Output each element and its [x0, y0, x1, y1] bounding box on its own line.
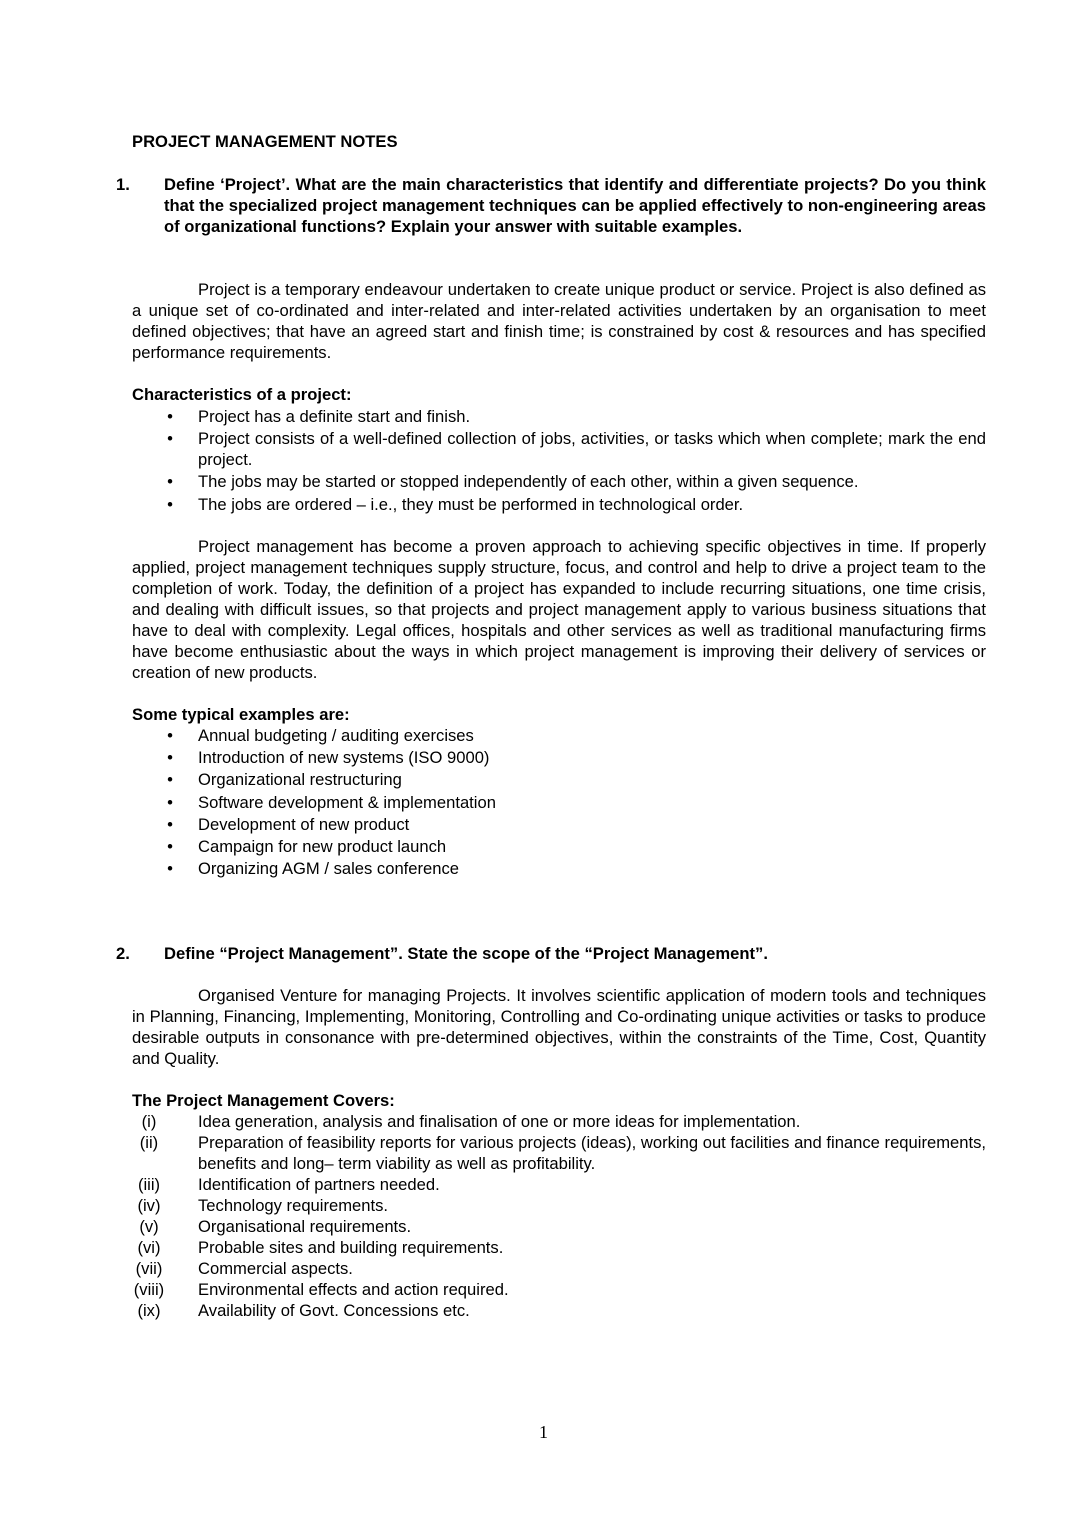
document-title: PROJECT MANAGEMENT NOTES — [132, 132, 398, 151]
bullet-icon: • — [167, 814, 173, 834]
list-item: • Introduction of new systems (ISO 9000) — [132, 747, 986, 768]
list-item: • The jobs are ordered – i.e., they must be performed in technological order. — [132, 494, 986, 515]
bullet-icon: • — [167, 748, 173, 768]
list-item: • Software development & implementation — [132, 792, 986, 813]
list-item: (v) Organisational requirements. — [132, 1216, 986, 1237]
bullet-icon: • — [167, 726, 173, 745]
list-number: (ii) — [139, 1133, 159, 1152]
list-item: • Organizational restructuring — [132, 769, 986, 790]
question-2 — [116, 943, 986, 964]
bullet-icon: • — [167, 494, 173, 514]
characteristics-list — [132, 406, 986, 516]
characteristics-heading: Characteristics of a project: — [132, 385, 352, 404]
list-item: • Annual budgeting / auditing exercises — [132, 725, 986, 746]
examples-list — [132, 725, 986, 880]
bullet-icon: • — [167, 770, 173, 790]
list-number: (ix) — [137, 1301, 161, 1320]
list-number: (v) — [139, 1217, 159, 1236]
list-item: (viii) Environmental effects and action required. — [133, 1280, 509, 1299]
list-item: (ii) Preparation of feasibility reports for various projects (ideas), working out facilities and finance requirements, benefits and long– term viability as well as profitability. — [132, 1132, 986, 1174]
list-number: (vi) — [137, 1238, 161, 1257]
list-item: • Project consists of a well-defined collection of jobs, activities, or tasks which when complete; mark the end project. — [132, 428, 986, 470]
list-item: (vi) Probable sites and building requirements. — [132, 1237, 986, 1258]
list-number: (iv) — [137, 1196, 161, 1215]
list-item: • The jobs may be started or stopped independently of each other, within a given sequence. — [132, 471, 986, 492]
bullet-icon: • — [167, 836, 173, 856]
q1-paragraph-1: Project is a temporary endeavour undertaken to create unique product or service. Project is also defined as a unique set of co-ordinated and inter-related and inter-related activities undertaken by an organisation to meet defined objectives; that have an agreed start and finish time; is constrained by cost & resources and has specified performance requirements. — [132, 280, 986, 362]
q2-paragraph-1: Organised Venture for managing Projects. It involves scientific application of modern tools and techniques in Planning, Financing, Implementing, Monitoring, Controlling and Co-ordinating unique activities or tasks to produce desirable outputs in consonance with pre-determined objectives, within the constraints of the Time, Cost, Quantity and Quality. — [132, 986, 986, 1068]
list-number: (i) — [141, 1112, 157, 1131]
question-2-number: 2. — [116, 944, 130, 963]
list-item: • Organizing AGM / sales conference — [132, 858, 986, 879]
page-number: 1 — [539, 1422, 548, 1442]
question-2-text: Define “Project Management”. State the scope of the “Project Management”. — [164, 944, 768, 963]
question-1 — [116, 174, 986, 237]
covers-heading: The Project Management Covers: — [132, 1091, 395, 1110]
list-number: (iii) — [137, 1175, 161, 1194]
list-item: • Project has a definite start and finish. — [132, 406, 986, 427]
q1-paragraph-2: Project management has become a proven approach to achieving specific objectives in time. If properly applied, project management techniques supply structure, focus, and control and help to drive a project team to the completion of work. Today, the definition of a project has expanded to include recurring situations, one time crisis, and dealing with difficult issues, so that projects and project management apply to various business situations that have to deal with complexity. Legal offices, hospitals and other services as well as traditional manufacturing firms have become enthusiastic about the ways in which project management is improving their delivery of services or creation of new products. — [132, 537, 986, 682]
bullet-icon: • — [167, 859, 173, 879]
bullet-icon: • — [167, 472, 173, 492]
list-item: (i) Idea generation, analysis and finalisation of one or more ideas for implementation. — [132, 1111, 986, 1132]
bullet-icon: • — [167, 792, 173, 812]
list-item: • Campaign for new product launch — [132, 836, 986, 857]
list-item: (vii) Commercial aspects. — [132, 1258, 986, 1279]
bullet-icon: • — [167, 407, 173, 426]
list-item: (iii) Identification of partners needed. — [132, 1174, 986, 1195]
question-1-number: 1. — [116, 175, 130, 194]
list-number: (vii) — [135, 1259, 163, 1278]
list-item: • Development of new product — [132, 814, 986, 835]
list-item: (iv) Technology requirements. — [132, 1195, 986, 1216]
list-item: (ix) Availability of Govt. Concessions etc. — [132, 1300, 986, 1321]
bullet-icon: • — [167, 429, 173, 449]
examples-heading: Some typical examples are: — [132, 705, 350, 724]
covers-list — [132, 1111, 986, 1321]
question-1-text: Define ‘Project’. What are the main characteristics that identify and differentiate projects? Do you think that the specialized project management techniques can be applied effectively to non-engineering areas of organizational functions? Explain your answer with suitable examples. — [164, 175, 986, 236]
list-number: (viii) — [133, 1280, 165, 1299]
